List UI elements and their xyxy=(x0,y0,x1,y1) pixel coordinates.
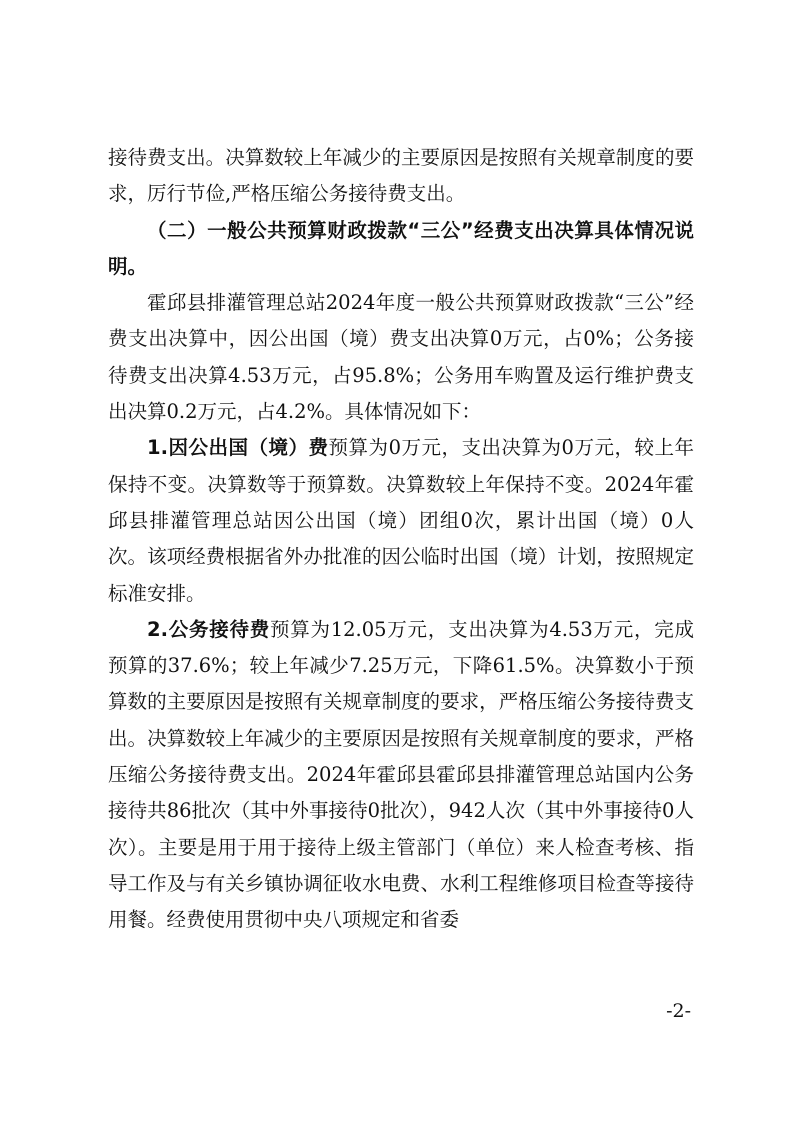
section-heading: （二）一般公共预算财政拨款“三公”经费支出决算具体情况说明。 xyxy=(108,218,694,278)
page-number: -2- xyxy=(666,1000,691,1022)
document-body xyxy=(108,140,694,939)
overseas-expense-body: 预算为0万元，支出决算为0万元，较上年保持不变。决算数等于预算数。决算数较上年保持不变。2024年霍邱县排灌管理总站因公出国（境）团组0次，累计出国（境）0人次。该项经费根据省外办批准的因公临时出国（境）计划，按照规定标准安排。 xyxy=(108,436,694,605)
paragraph-continuation: 接待费支出。决算数较上年减少的主要原因是按照有关规章制度的要求，厉行节俭,严格压缩公务接待费支出。 xyxy=(108,146,694,206)
reception-expense-body: 预算为12.05万元，支出决算为4.53万元，完成预算的37.6%；较上年减少7.25万元，下降61.5%。决算数小于预算数的主要原因是按照有关规章制度的要求，严格压缩公务接待费支出。决算数较上年减少的主要原因是按照有关规章制度的要求，严格压缩公务接待费支出。2024年霍邱县霍邱县排灌管理总站国内公务接待共86批次（其中外事接待0批次），942人次（其中外事接待0人次）。主要是用于用于接待上级主管部门（单位）来人检查考核、指导工作及与有关乡镇协调征收水电费、水利工程维修项目检查等接待用餐。经费使用贯彻中央八项规定和省委 xyxy=(108,617,694,932)
paragraph-summary: 霍邱县排灌管理总站2024年度一般公共预算财政拨款“三公”经费支出决算中，因公出国（境）费支出决算0万元，占0%；公务接待费支出决算4.53万元，占95.8%；公务用车购置及运行维护费支出决算0.2万元，占4.2%。具体情况如下： xyxy=(108,291,694,424)
overseas-expense-title: 1.因公出国（境）费 xyxy=(147,436,329,460)
reception-expense-title: 2.公务接待费 xyxy=(147,617,270,641)
paragraph-reception-expense xyxy=(108,612,694,939)
paragraph-overseas-expense xyxy=(108,430,694,611)
